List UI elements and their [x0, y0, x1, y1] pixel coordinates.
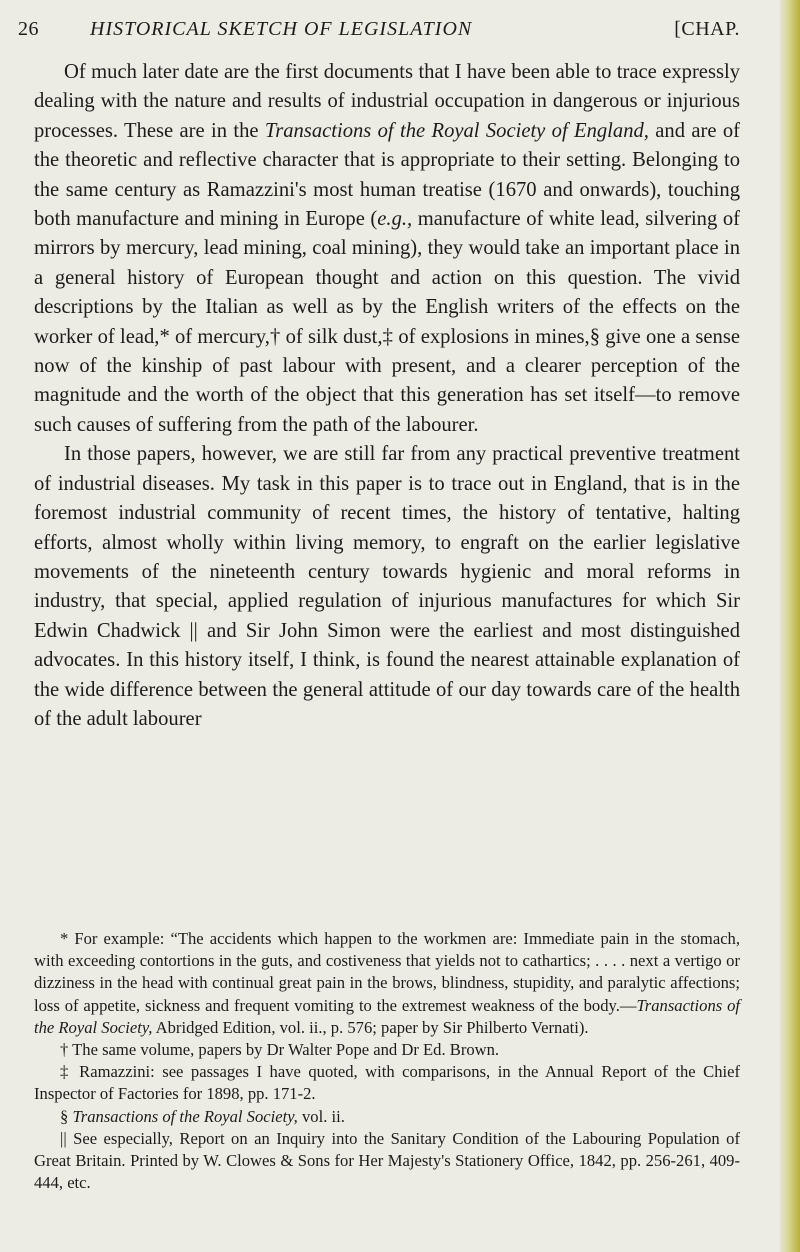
page-number: 26 [18, 18, 39, 40]
footnote-4: § Transactions of the Royal Society, vol. ii. [60, 1106, 345, 1126]
footnotes [34, 928, 740, 1194]
running-header [18, 12, 758, 42]
footnote-2: † The same volume, papers by Dr Walter Pope and Dr Ed. Brown. [60, 1040, 500, 1060]
footnote-1: * For example: “The accidents which happen to the workmen are: Immediate pain in the stomach, with exceeding contortions in the guts, and costiveness that yields not to cathartics; . . . . next a vertigo or dizziness in the head with continual great pain in the brows, blindness, stupidity, and paralytic affections; loss of appetite, sickness and frequent vomiting to the extremest weakness of the body.—Transactions of the Royal Society, Abridged Edition, vol. ii., p. 576; paper by Sir Philberto Vernati). [34, 929, 740, 1037]
paragraph-1: Of much later date are the first documents that I have been able to trace expressly dealing with the nature and results of industrial occupation in dangerous or injurious processes. These are in the Transactions of the Royal Society of England, and are of the theoretic and reflective character that is appropriate to their setting. Belonging to the same century as Ramazzini's most human treatise (1670 and onwards), touching both manufacture and mining in Europe (e.g., manufacture of white lead, silvering of mirrors by mercury, lead mining, coal mining), they would take an important place in a general history of European thought and action on this question. The vivid descriptions by the Italian as well as by the English writers of the effects on the worker of lead,* of mercury,† of silk dust,‡ of explosions in mines,§ give one a sense now of the kinship of past labour with present, and a clearer perception of the magnitude and the worth of the object that this generation has set itself—to remove such causes of suffering from the path of the labourer. [34, 61, 740, 436]
chapter-marker: [CHAP. [674, 18, 740, 40]
footnote-5: || See especially, Report on an Inquiry into the Sanitary Condition of the Labouring Population of Great Britain. Printed by W. Clowes & Sons for Her Majesty's Stationery Office, 1842, pp. 256-261, 409-444, etc. [34, 1128, 740, 1193]
running-title: HISTORICAL SKETCH OF LEGISLATION [90, 18, 473, 40]
footnote-3: ‡ Ramazzini: see passages I have quoted, with comparisons, in the Annual Report of the Chief Inspector of Factories for 1898, pp. 171-2. [34, 1062, 740, 1104]
main-text [34, 58, 740, 734]
page-edge-decoration [780, 0, 800, 1252]
paragraph-2: In those papers, however, we are still far from any practical preventive treatment of industrial diseases. My task in this paper is to trace out in England, that is in the foremost industrial community of recent times, the history of tentative, halting efforts, almost wholly within living memory, to engraft on the earlier legislative movements of the nineteenth century towards hygienic and moral reforms in industry, that special, applied regulation of injurious manufactures for which Sir Edwin Chadwick || and Sir John Simon were the earliest and most distinguished advocates. In this history itself, I think, is found the nearest attainable explanation of the wide difference between the general attitude of our day towards care of the health of the adult labourer [34, 443, 740, 730]
